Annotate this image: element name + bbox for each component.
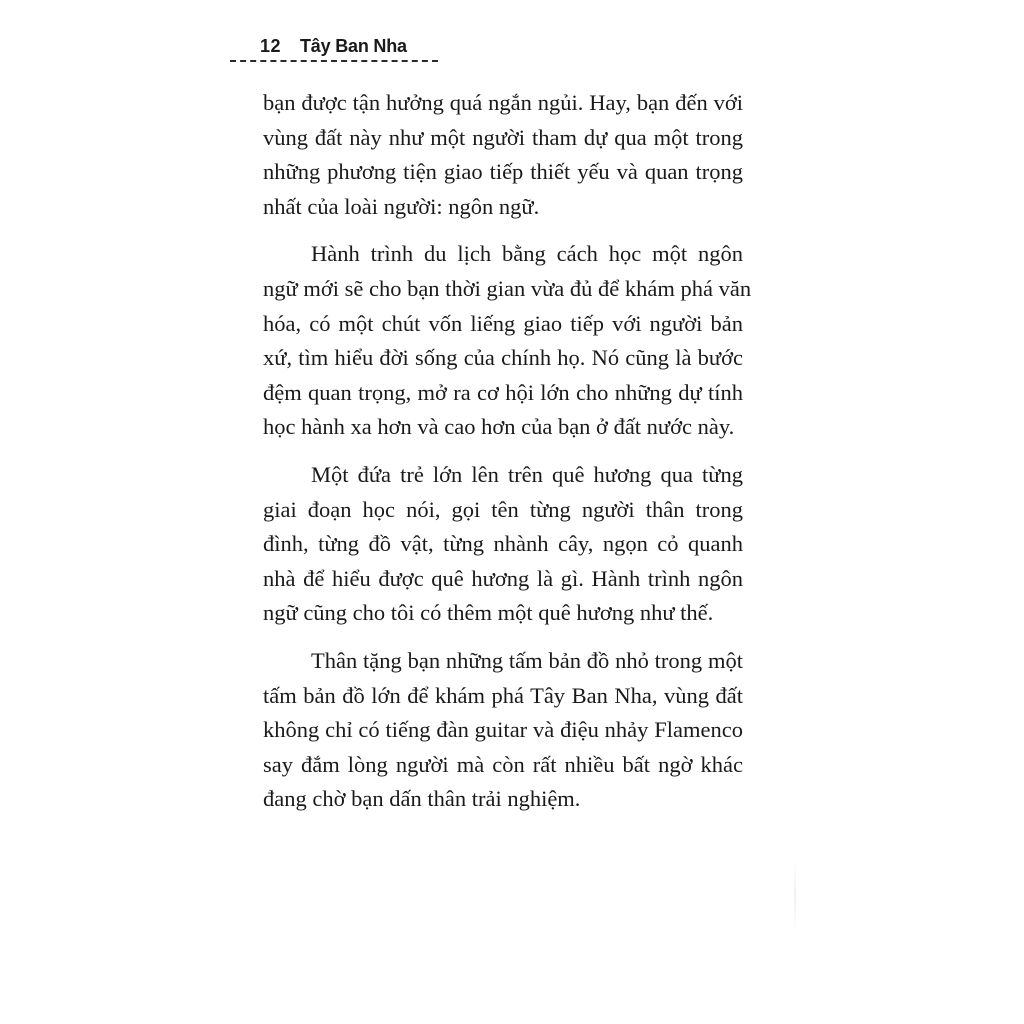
paragraph-4 [263,644,743,817]
text-line: ngữ mới sẽ cho bạn thời gian vừa đủ để khám phá văn [263,275,752,301]
text-line: vùng đất này như một người tham dự qua một trong [263,124,743,150]
text-line: Thân tặng bạn những tấm bản đồ nhỏ trong một [311,647,743,673]
paragraph-2 [263,237,752,445]
book-title: Tây Ban Nha [300,36,407,56]
text-line: ngữ cũng cho tôi có thêm một quê hương như thế. [263,600,714,626]
text-line: đệm quan trọng, mở ra cơ hội lớn cho những dự tính [263,379,743,405]
text-line: Một đứa trẻ lớn lên trên quê hương qua từng [311,461,743,487]
text-line: đình, từng đồ vật, từng nhành cây, ngọn cỏ quanh [263,531,743,557]
text-line: xứ, tìm hiểu đời sống của chính họ. Nó cũng là bước [263,345,743,371]
paragraph-3 [263,458,743,631]
text-line: không chỉ có tiếng đàn guitar và điệu nhảy Flamenco [263,717,743,743]
text-line: nhà để hiểu được quê hương là gì. Hành trình ngôn [263,565,743,591]
text-line: bạn được tận hưởng quá ngắn ngủi. Hay, bạn đến với [263,90,743,115]
page-number: 12 [260,36,282,56]
text-line: say đắm lòng người mà còn rất nhiều bất ngờ khác [263,751,743,777]
text-line: hóa, có một chút vốn liếng giao tiếp với người bản [263,310,743,336]
text-line: học hành xa hơn và cao hơn của bạn ở đất nước này. [263,414,735,440]
running-header [230,36,438,66]
text-line: nhất của loài người: ngôn ngữ. [263,193,540,219]
text-line: đang chờ bạn dấn thân trải nghiệm. [263,786,581,812]
text-line: Hành trình du lịch bằng cách học một ngôn [311,241,743,267]
text-line: giai đoạn học nói, gọi tên từng người thân trong [263,496,743,522]
text-line: những phương tiện giao tiếp thiết yếu và quan trọng [263,159,743,185]
text-line: tấm bản đồ lớn để khám phá Tây Ban Nha, vùng đất [263,682,743,708]
body-text [263,86,752,830]
page-edge-shadow [794,860,796,930]
header-dashed-rule [230,60,438,62]
paragraph-1 [263,86,743,224]
